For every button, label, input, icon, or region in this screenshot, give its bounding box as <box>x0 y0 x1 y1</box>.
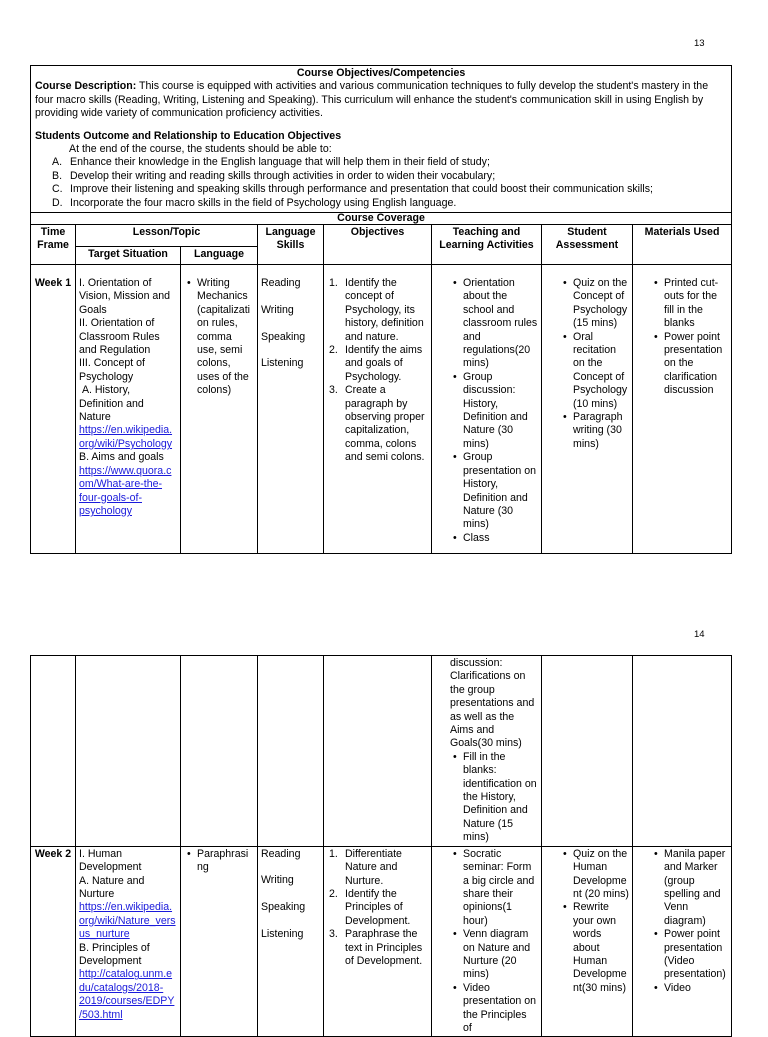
language-skill: Speaking <box>261 330 306 343</box>
objective-item <box>329 887 428 928</box>
objective-item <box>329 928 428 968</box>
objective-text: Identify the concept of Psychology, its history, definition and nature. <box>345 277 424 343</box>
objective-text: Create a paragraph by observing proper capitalization, comma, colons and semi colons. <box>345 384 425 464</box>
target-line: A. History, Definition and Nature <box>79 384 147 424</box>
week-2-language-skills <box>258 846 324 1037</box>
language-skill: Reading <box>261 847 301 860</box>
continued-activities <box>432 656 542 847</box>
language-item: • Paraphrasing <box>197 848 254 875</box>
objective-item <box>329 384 428 464</box>
week-2-objectives <box>324 846 432 1037</box>
target-line: A. Nature and Nurture <box>79 874 145 900</box>
course-description-label: Course Description: <box>35 80 137 93</box>
target-line: II. Orientation of Classroom Rules and Regulation <box>79 317 160 357</box>
assessment-item: • Quiz on the Human Development (20 mins) <box>573 848 629 902</box>
target-line: I. Human Development <box>79 847 142 874</box>
header-student-assessment: Student Assessment <box>542 225 633 265</box>
course-table-page-13 <box>30 65 732 554</box>
week-1-target-situation <box>76 265 181 554</box>
objective-number: 1. <box>329 847 338 860</box>
language-item: • Writing Mechanics (capitalization rules, comma use, semi colons, uses of the colons) <box>197 277 254 398</box>
target-line: III. Concept of Psychology <box>79 357 145 383</box>
activity-item: • Venn diagram on Nature and Nurture (20 mins) <box>463 928 538 982</box>
activity-item: • Group discussion: History, Definition and Nature (30 mins) <box>463 371 538 451</box>
course-description <box>35 80 727 120</box>
header-objectives: Objectives <box>324 225 432 265</box>
outcome-letter: A. <box>52 156 63 169</box>
objective-number: 2. <box>329 887 338 900</box>
outcomes-list <box>35 156 727 210</box>
assessment-item: • Oral recitation on the Concept of Psychology (10 mins) <box>573 331 629 411</box>
objective-item <box>329 344 428 384</box>
target-line: B. Aims and goals <box>79 451 164 464</box>
language-skill: Speaking <box>261 901 306 914</box>
objective-text: Differentiate Nature and Nurture. <box>345 847 402 887</box>
header-language-skills: Language Skills <box>258 225 324 265</box>
week-1-label: Week 1 <box>31 265 76 554</box>
psychology-wikipedia-link[interactable]: https://en.wikipedia.org/wiki/Psychology <box>79 424 173 450</box>
header-target-situation: Target Situation <box>76 247 181 265</box>
outcome-text: Enhance their knowledge in the English language that will help them in their field of study; <box>70 156 490 169</box>
course-table-page-14 <box>30 655 732 1037</box>
objective-number: 1. <box>329 277 338 289</box>
course-objectives-section <box>31 66 732 213</box>
objective-item <box>329 847 428 888</box>
language-skill: Reading <box>261 277 301 289</box>
psychology-goals-quora-link[interactable]: https://www.quora.com/What-are-the-four-goals-of-psychology <box>79 464 172 517</box>
objective-item <box>329 277 428 344</box>
language-skill: Listening <box>261 357 304 370</box>
unm-catalog-link[interactable]: http://catalog.unm.edu/catalogs/2018-2019/courses/EDPY/503.html <box>79 968 175 1021</box>
week-1-materials <box>633 265 732 554</box>
week-2-target-situation <box>76 846 181 1037</box>
material-item: • Power point presentation on the clarification discussion <box>664 331 728 398</box>
week-1-activities <box>432 265 542 554</box>
activity-item: • Socratic seminar: Form a big circle and share their opinions(1 hour) <box>463 848 538 928</box>
activity-item: • Class <box>463 532 538 545</box>
nature-nurture-wikipedia-link[interactable]: https://en.wikipedia.org/wiki/Nature_versus_nurture <box>79 901 176 941</box>
target-line: B. Principles of Development <box>79 941 150 967</box>
activity-item: • Group presentation on History, Definition and Nature (30 mins) <box>463 451 538 531</box>
objective-number: 3. <box>329 384 338 397</box>
week-2-materials <box>633 846 732 1037</box>
outcome-letter: D. <box>52 196 63 209</box>
page-number: 14 <box>694 629 705 640</box>
objective-text: Identify the aims and goals of Psychology. <box>345 344 423 383</box>
objective-text: Identify the Principles of Development. <box>345 887 411 927</box>
course-objectives-title: Course Objectives/Competencies <box>296 67 466 79</box>
outcome-item <box>35 197 727 210</box>
language-skill: Listening <box>261 928 304 941</box>
course-description-text: This course is equipped with activities and various communication techniques to fully develop the student's mastery in the four macro skills (Reading, Writing, Listening and Speaking). This curriculum will enhance the student's communication skill in using English by providing wide variety of communication proficiency activities. <box>35 80 709 120</box>
assessment-item: • Rewrite your own words about Human Development(30 mins) <box>573 901 629 995</box>
header-teaching-activities: Teaching and Learning Activities <box>432 225 542 265</box>
header-materials-used: Materials Used <box>633 225 732 265</box>
outcome-item <box>35 156 727 169</box>
week-1-objectives <box>324 265 432 554</box>
week-1-language <box>181 265 258 554</box>
assessment-item: • Quiz on the Concept of Psychology (15 mins) <box>573 277 629 331</box>
week-2-activities <box>432 846 542 1037</box>
header-language: Language <box>181 247 258 265</box>
header-lesson-topic: Lesson/Topic <box>76 225 258 247</box>
week-1-assessment <box>542 265 633 554</box>
outcomes-title: Students Outcome and Relationship to Education Objectives <box>35 129 342 142</box>
objective-number: 2. <box>329 344 338 357</box>
week-2-label: Week 2 <box>31 846 76 1037</box>
language-skill: Writing <box>261 303 294 316</box>
week-2-language <box>181 846 258 1037</box>
objective-number: 3. <box>329 928 338 941</box>
page-number: 13 <box>694 38 705 49</box>
outcome-text: Improve their listening and speaking skills through performance and presentation that could boost their communication skills; <box>70 183 653 196</box>
material-item: • Manila paper and Marker (group spelling and Venn diagram) <box>664 848 728 928</box>
material-item: • Printed cut-outs for the fill in the blanks <box>664 277 728 331</box>
continued-discussion: discussion: Clarifications on the group presentations and as well as the Aims and Goals(30 mins) <box>450 657 535 750</box>
course-coverage-title: Course Coverage <box>31 213 732 225</box>
outcome-letter: B. <box>52 169 63 182</box>
target-line: I. Orientation of Vision, Mission and Goals <box>79 277 171 316</box>
language-skill: Writing <box>261 874 294 887</box>
outcome-item <box>35 183 727 196</box>
outcome-item <box>35 170 727 183</box>
week-1-language-skills <box>258 265 324 554</box>
outcome-text: Incorporate the four macro skills in the field of Psychology using English language. <box>70 196 457 209</box>
activity-item: • Orientation about the school and classroom rules and regulations(20 mins) <box>463 277 538 371</box>
objective-text: Paraphrase the text in Principles of Development. <box>345 928 423 967</box>
fill-in-blanks-activity: • Fill in the blanks: identification on the History, Definition and Nature (15 mins) <box>463 751 538 845</box>
week-2-assessment <box>542 846 633 1037</box>
outcome-text: Develop their writing and reading skills through activities in order to widen their vocabulary; <box>70 169 496 182</box>
material-item: • Video <box>664 982 728 995</box>
material-item: • Power point presentation (Video presentation) <box>664 928 728 982</box>
assessment-item: • Paragraph writing (30 mins) <box>573 411 629 451</box>
outcomes-intro: At the end of the course, the students should be able to: <box>69 143 332 156</box>
outcome-letter: C. <box>52 183 63 196</box>
header-time-frame: Time Frame <box>31 225 76 265</box>
activity-item: • Video presentation on the Principles of <box>463 982 538 1036</box>
